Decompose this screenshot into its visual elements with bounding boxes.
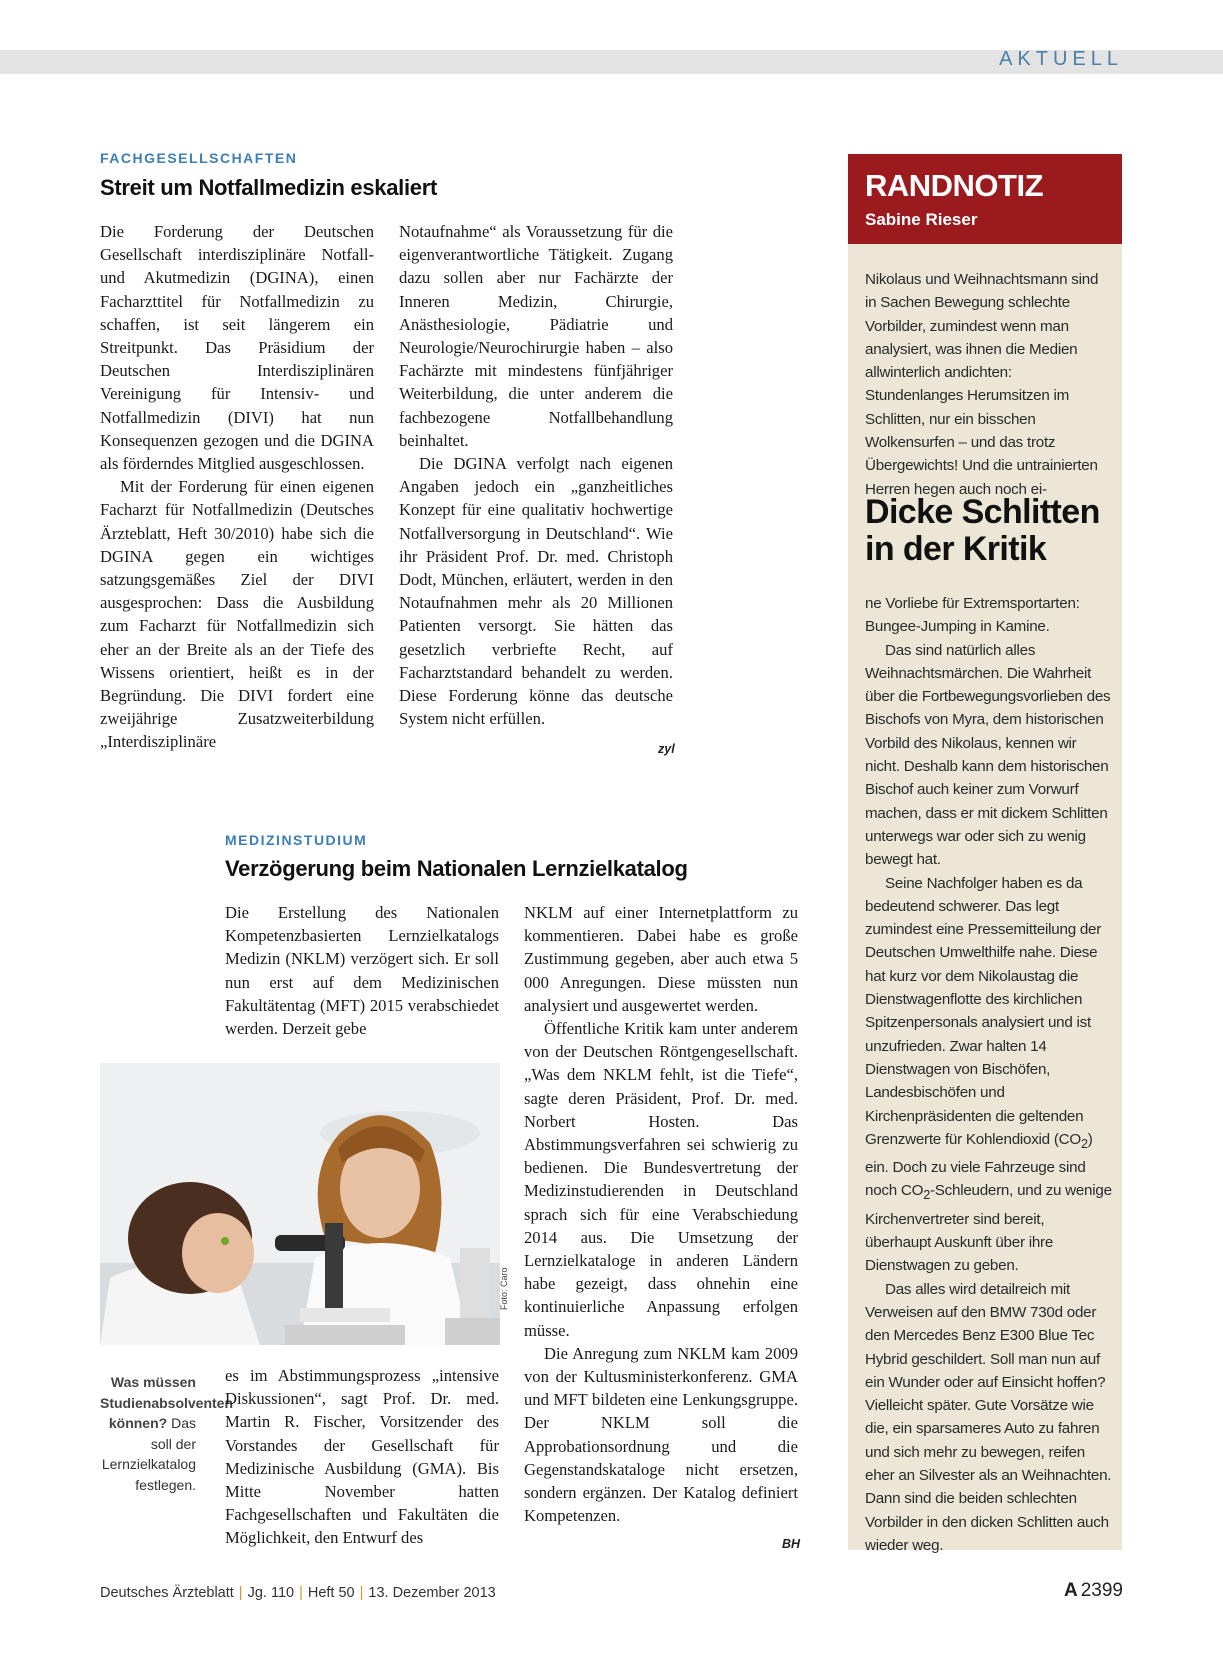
article2-column-2 <box>524 901 798 1527</box>
article2-column-1-top <box>225 901 499 1040</box>
article2-paragraph: Öffentliche Kritik kam unter anderem von der Deutschen Röntgengesellschaft. „Was dem NKLM fehlt, ist die Tiefe“, sagte deren Präsident, Prof. Dr. med. Norbert Hosten. Das Abstimmungsverfahren sei schwierig zu bedienen. Die Bundesvertretung der Medizinstudierenden in Deutschland sprach sich für eine Verabschiedung 2014 aus. Die Umsetzung der Lernzielkataloge in anderen Ländern habe gezeigt, dass ohnehin eine kontinuierliche Anpassung erfolgen müsse. <box>524 1019 798 1340</box>
article2-headline: Verzögerung beim Nationalen Lernzielkatalog <box>225 856 688 881</box>
footer-volume: Jg. 110 <box>247 1585 295 1601</box>
article1-paragraph: Notaufnahme“ als Voraussetzung für die eigenverantwortliche Tätigkeit. Zugang dazu sollen aber nur Fachärzte der Inneren Medizin, Chirurgie, Anästhesiologie, Pädiatrie und Neurologie/Neurochirurgie haben – also Fachärzte mit mindestens fünfjähriger Weiterbildung, die unter anderem die fachbezogene Notfallbehandlung beinhaltet. <box>399 222 673 450</box>
sidebar-paragraph: Das alles wird detailreich mit Verweisen auf den BMW 730d oder den Mercedes Benz E300 Blue Tec Hybrid geschildert. Soll man nun auf ein Wunder oder auf Einsicht hoffen? Vielleicht später. Gute Vorsätze wie die, ein sparsameres Auto zu fahren und sich mehr zu bewegen, reifen eher an Silvester als an Weihnachten. Dann sind die beiden schlechten Vorbilder in den dicken Schlitten auch wieder weg. <box>865 1280 1112 1554</box>
subscript: 2 <box>1080 1136 1088 1151</box>
article1-paragraph: Die DGINA verfolgt nach eigenen Angaben jedoch ein „ganzheitliches Konzept für eine qualitativ hochwertige Notfallversorgung in Deutschland“. Wie ihr Präsident Prof. Dr. med. Christoph Dodt, München, erläutert, werden in den Notaufnahmen mehr als 20 Millionen Patienten versorgt. Sie hätten das gesetzlich verbriefte Recht, auf Facharztstandard behandelt zu werden. Diese Forderung könne das deutsche System nicht erfüllen. <box>399 454 673 729</box>
sidebar-paragraph: Nikolaus und Weihnachtsmann sind in Sachen Bewegung schlechte Vorbilder, zumindest wenn man analysiert, was ihnen die Medien allwinterlich andichten: Stundenlanges Herumsitzen im Schlitten, nur ein bisschen Wolkensurfen – und das trotz Übergewichts! Und die untrainierten Herren hegen auch noch ei- <box>865 271 1099 498</box>
sidebar-paragraph <box>865 872 1113 1278</box>
article1-column-2 <box>399 220 673 730</box>
subscript: 2 <box>923 1188 930 1203</box>
footer-issue: Heft 50 <box>307 1585 355 1601</box>
photo-illustration <box>100 1063 500 1345</box>
footer-separator: | <box>238 1585 243 1601</box>
article2-paragraph: NKLM auf einer Internetplattform zu kommentieren. Dabei habe es große Zustimmung gegeben, aber auch etwa 5 000 Anregungen. Diese müssten nun analysiert und ausgewertet werden. <box>524 903 798 1015</box>
students-microscope-photo <box>100 1063 500 1345</box>
sidebar-title: RANDNOTIZ <box>865 168 1044 203</box>
randnotiz-sidebar <box>848 154 1122 1554</box>
sidebar-author: Sabine Rieser <box>865 210 978 229</box>
footer-separator: | <box>359 1585 364 1601</box>
article2-kicker: MEDIZINSTUDIUM <box>225 832 368 848</box>
photo-credit: Foto: Caro <box>499 1267 509 1310</box>
sidebar-text-run: -Schleudern, und zu wenige Kirchenvertreter sind bereit, überhaupt Auskunft über ihre Dienstwagen zu geben. <box>865 1182 1112 1275</box>
sidebar-text-run: Seine Nachfolger haben es da bedeutend schwerer. Das legt zumindest eine Pressemitteilung der Deutschen Umwelthilfe nahe. Diese hat kurz vor dem Nikolaustag die Dienstwagenflotte des kirchlichen Spitzenpersonals analysiert und ist unzufrieden. Zwar halten 14 Dienstwagen von Bischöfen, Landesbischöfen und Kirchenpräsidenten die geltenden Grenzwerte für Kohlendioxid (CO <box>865 874 1102 1148</box>
article2-column-1-bottom <box>225 1364 499 1550</box>
page-prefix: A <box>1063 1580 1078 1601</box>
footer-journal: Deutsches Ärzteblatt <box>100 1585 234 1601</box>
article1-paragraph: Mit der Forderung für einen eigenen Facharzt für Notfallmedizin (Deutsches Ärzteblatt, Heft 30/2010) habe sich die DGINA gegen ein wichtiges satzungsgemäßes Ziel der DIVI ausgesprochen: Dass die Ausbildung zum Facharzt für Notfallmedizin sich eher an der Breite als an der Tiefe des Wissens orientiert, heißt es in der Begründung. Die DIVI fordert eine zweijährige Zusatzweiterbildung „Interdisziplinäre <box>100 477 374 752</box>
article1-column-1 <box>100 220 374 754</box>
page-number <box>1064 1580 1123 1602</box>
sidebar-paragraph: Das sind natürlich alles Weihnachtsmärchen. Die Wahrheit über die Fortbewegungsvorlieben des Bischofs von Myra, dem historischen Vorbild des Nikolaus, kennen wir nicht. Deshalb kann dem historischen Bischof auch keiner zum Vorwurf machen, dass er mit dickem Schlitten unterwegs war oder sich zu wenig bewegt hat. <box>865 641 1111 869</box>
sidebar-text-run: ) ein. Doch zu viele Fahrzeuge sind noch CO <box>865 1130 1093 1200</box>
article1-headline: Streit um Notfallmedizin eskaliert <box>100 175 437 200</box>
article2-paragraph: Die Anregung zum NKLM kam 2009 von der Kultusministerkonferenz. GMA und MFT bildeten eine Lenkungsgruppe. Der NKLM soll die Approbationsordnung und die Gegenstandskataloge nicht ersetzen, sondern ergänzen. Der Katalog definiert Kompetenzen. <box>524 1343 798 1526</box>
article2-signature: BH <box>782 1537 801 1551</box>
sidebar-intro-text <box>865 268 1113 501</box>
footer-date: 13. Dezember 2013 <box>368 1585 496 1601</box>
page-number-value: 2399 <box>1080 1580 1123 1601</box>
sidebar-header <box>848 154 1122 244</box>
article2-paragraph: es im Abstimmungsprozess „intensive Diskussionen“, sagt Prof. Dr. med. Martin R. Fischer, Vorsitzender des Vorstandes der Gesellschaft für Medizinische Ausbildung (GMA). Bis Mitte November hatten Fachgesellschaften und Fakultäten die Möglichkeit, den Entwurf des <box>225 1366 499 1548</box>
footer-separator: | <box>299 1585 303 1601</box>
section-label: AKTUELL <box>999 48 1123 70</box>
sidebar-body-text <box>865 592 1113 1557</box>
sidebar-paragraph: ne Vorliebe für Extremsportarten: Bungee-Jumping in Kamine. <box>865 595 1080 636</box>
article1-signature: zyl <box>658 742 675 756</box>
caption-text: Das soll der Lernzielkatalog festlegen. <box>101 1415 196 1493</box>
article1-paragraph: Die Forderung der Deutschen Gesellschaft interdisziplinäre Notfall- und Akutmedizin (DGINA), einen Facharzttitel für Notfallmedizin zu schaffen, ist seit längerem ein Streitpunkt. Das Präsidium der Deutschen Interdisziplinären Vereinigung für Intensiv- und Notfallmedizin (DIVI) hat nun Konsequenzen gezogen und die DGINA als förderndes Mitglied ausgeschlossen. <box>100 222 374 474</box>
article2-paragraph: Die Erstellung des Nationalen Kompetenzbasierten Lernzielkatalogs Medizin (NKLM) verzögert sich. Er soll nun erst auf dem Medizinischen Fakultätentag (MFT) 2015 verabschiedet werden. Derzeit gebe <box>225 903 499 1039</box>
article1-kicker: FACHGESELLSCHAFTEN <box>100 150 298 166</box>
sidebar-big-headline: Dicke Schlitten in der Kritik <box>865 493 1100 568</box>
footer <box>100 1585 496 1601</box>
caption-bold: Was müssen Studienabsolventen können? <box>100 1374 234 1431</box>
photo-caption <box>100 1372 234 1495</box>
